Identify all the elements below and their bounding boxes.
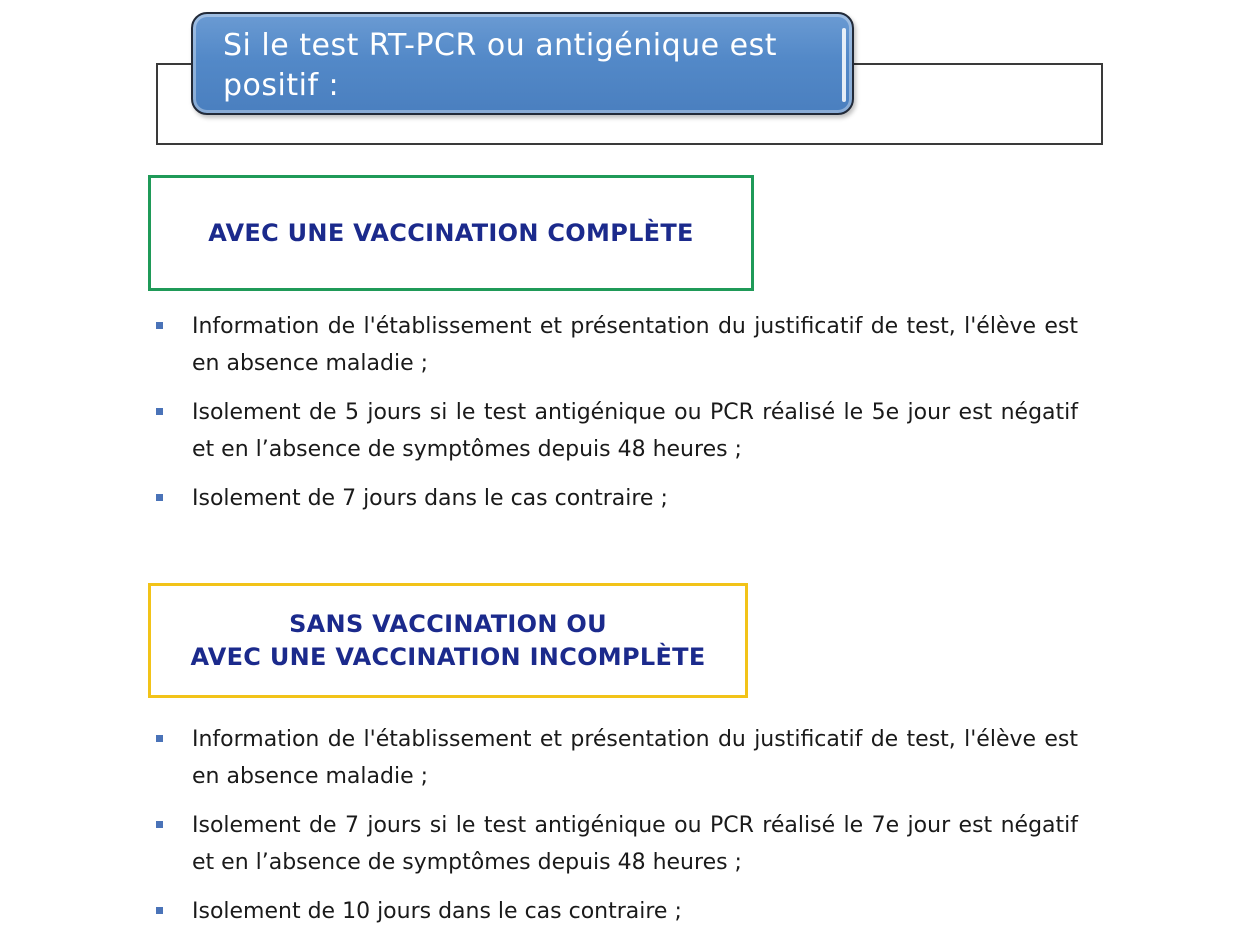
square-bullet-icon — [156, 322, 163, 329]
square-bullet-icon — [156, 821, 163, 828]
list-item-text: Isolement de 10 jours dans le cas contraire ; — [192, 899, 682, 924]
list-item-text: Information de l'établissement et présentation du justificatif de test, l'élève est en absence maladie ; — [192, 314, 1078, 376]
header-title: Si le test RT-PCR ou antigénique est positif : — [223, 28, 778, 103]
list-item-text: Information de l'établissement et présentation du justificatif de test, l'élève est en absence maladie ; — [192, 727, 1078, 789]
list-item-text: Isolement de 5 jours si le test antigénique ou PCR réalisé le 5e jour est négatif et en l’absence de symptômes depuis 48 heures ; — [192, 400, 1078, 462]
bullet-list-incomplete-vaccination — [156, 721, 1078, 942]
list-item-text: Isolement de 7 jours dans le cas contraire ; — [192, 486, 668, 511]
square-bullet-icon — [156, 494, 163, 501]
section-box-incomplete-vaccination — [148, 583, 748, 698]
section-title-line: AVEC UNE VACCINATION COMPLÈTE — [208, 218, 694, 247]
square-bullet-icon — [156, 907, 163, 914]
list-item — [156, 480, 1078, 517]
section-title-line: AVEC UNE VACCINATION INCOMPLÈTE — [190, 642, 706, 671]
section-title-line: SANS VACCINATION OU — [289, 609, 607, 638]
square-bullet-icon — [156, 735, 163, 742]
list-item — [156, 308, 1078, 382]
section-box-complete-vaccination — [148, 175, 754, 291]
list-item — [156, 807, 1078, 881]
list-item — [156, 893, 1078, 930]
list-item — [156, 721, 1078, 795]
list-item-text: Isolement de 7 jours si le test antigénique ou PCR réalisé le 7e jour est négatif et en l’absence de symptômes depuis 48 heures ; — [192, 813, 1078, 875]
list-item — [156, 394, 1078, 468]
square-bullet-icon — [156, 408, 163, 415]
header-banner — [191, 12, 854, 115]
bullet-list-complete-vaccination — [156, 308, 1078, 529]
